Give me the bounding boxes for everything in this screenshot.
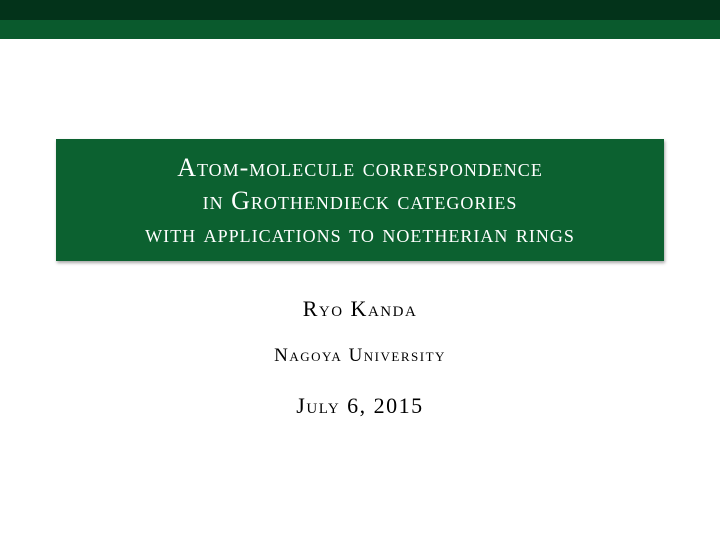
title-line-2: in Grothendieck categories <box>202 185 518 215</box>
title-line-3: with applications to noetherian rings <box>145 218 575 248</box>
presentation-date: July 6, 2015 <box>296 393 424 418</box>
institute-name: Nagoya University <box>274 345 446 366</box>
title-line-1: Atom-molecule correspondence <box>177 152 543 182</box>
title-block <box>56 139 664 261</box>
author-name: Ryo Kanda <box>302 296 418 321</box>
header-bar-green <box>0 20 720 39</box>
header-bar-dark <box>0 0 720 20</box>
